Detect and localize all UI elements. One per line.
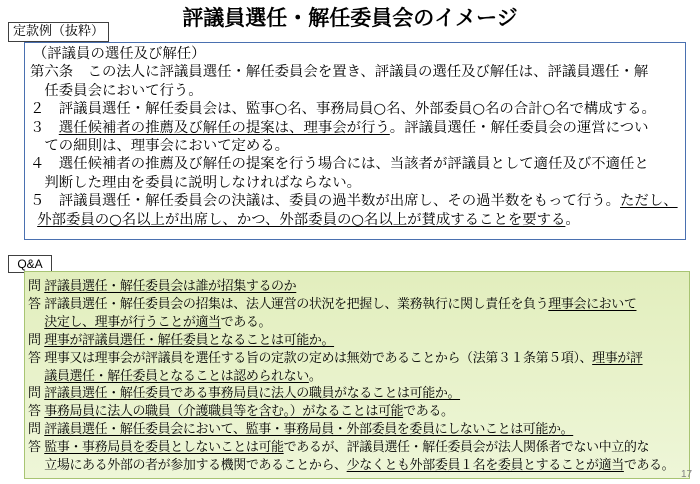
answer-line [28,350,685,368]
article-line [30,192,679,210]
answer-line-continued [28,314,685,332]
article-text: ４ 選任候補者の推薦及び解任の提案を行う場合には、当該者が評議員として適任及び不適任と [30,156,649,173]
article-line-continued [30,137,679,155]
question-line [28,385,685,403]
answer-line [28,403,685,421]
answer-text: 。 [308,368,322,384]
article-text: ２ 評議員選任・解任委員会は、監事○名、事務局員○名、外部委員○名の合計○名で構成する。 [30,101,656,118]
article-underlined-text: 外部委員の○名以上が出席し、かつ、外部委員の○名以上が賛成することを要する [37,211,566,228]
question-line [28,332,685,350]
question-text: 評議員選任・解任委員会において、監事・事務局員・外部委員を委員にしないことは可能か。 [44,422,574,438]
answer-marker: 答 [28,440,41,456]
question-text: 理事が評議員選任・解任委員となることは可能か。 [44,332,335,348]
answer-marker: 答 [28,350,41,366]
article-text: 。評議員選任・解任委員会の運営につい [389,119,649,136]
answer-underlined-text: 監事・事務局員を委員としないことは可能 [44,440,284,456]
answer-underlined-text: 決定し、理事が行うことが適当 [44,314,221,330]
question-line [28,421,685,439]
answer-text: である。 [403,404,454,420]
article-line-continued [30,211,679,229]
answer-text: である。 [623,458,675,474]
answer-line [28,296,685,314]
qa-section-label: Q&A [8,255,52,273]
articles-section-label: 定款例（抜粋） [8,22,109,42]
article-line [30,63,679,81]
article-text: ３ [30,119,59,136]
article-heading [30,45,679,63]
article-text: 判断した理由を委員に説明しなければならない。 [44,174,361,191]
answer-underlined-text: 理事が評 [592,350,643,366]
article-line-continued [30,82,679,100]
question-marker: 問 [28,279,41,294]
answer-text: であるが、評議員選任・解任委員会が法人関係者でない中立的な [283,440,650,456]
page-title: 評議員選任・解任委員会のイメージ [182,6,518,30]
qa-box [24,271,693,480]
article-text: 第六条 この法人に評議員選任・解任委員会を置き、評議員の選任及び解任は、評議員選任・解 [30,64,649,81]
article-text: 。 [565,211,580,228]
question-marker: 問 [28,422,41,438]
page-number: 17 [681,469,693,480]
answer-text: 理事又は理事会が評議員を選任する旨の定款の定めは無効であることから（法第３１条第５項）、 [44,350,593,366]
article-line [30,100,679,118]
question-marker: 問 [28,386,41,402]
answer-text: である。 [220,314,272,330]
article-text: 任委員会において行う。 [44,82,203,99]
article-line [30,155,679,173]
answer-line [28,439,685,457]
answer-text: 立場にある外部の者が参加する機関であることから、 [44,458,347,474]
article-underlined-text: ただし、 [620,193,678,210]
question-text: 評議員選任・解任委員である事務局員に法人の職員がなることは可能か。 [44,386,461,402]
answer-underlined-text: 議員選任・解任委員となることは認められない [44,368,309,384]
articles-excerpt-box [24,42,686,240]
answer-marker: 答 [28,296,41,312]
question-text: 評議員選任・解任委員会は誰が招集するのか [44,279,297,294]
article-line-continued [30,174,679,192]
answer-text: 評議員選任・解任委員会の招集は、法人運営の状況を把握し、業務執行に関し責任を負う [44,296,549,312]
answer-line-continued [28,457,685,475]
article-text: ての細則は、理事会において定める。 [44,138,290,155]
answer-marker: 答 [28,404,41,420]
answer-underlined-text: 理事会において [548,296,637,312]
answer-underlined-text: 事務局員に法人の職員（介護職員等を含む。）がなることは可能 [44,404,404,420]
answer-line-continued [28,368,685,386]
article-line [30,119,679,137]
article-underlined-text: 選任候補者の推薦及び解任の提案は、理事会が行う [58,119,390,136]
answer-underlined-text: 少なくとも外部委員１名を委員とすることが適当 [346,458,624,474]
question-line [28,278,685,296]
question-marker: 問 [28,332,41,348]
article-text: ５ 評議員選任・解任委員会の決議は、委員の過半数が出席し、その過半数をもって行う。 [30,193,621,210]
article-heading-text: （評議員の選任及び解任） [32,46,206,62]
